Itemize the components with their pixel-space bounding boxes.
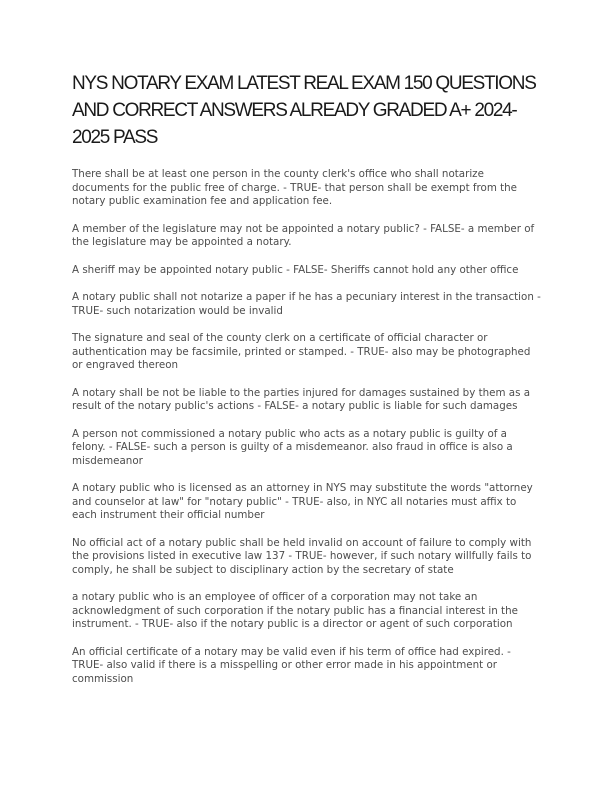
paragraph: A sheriff may be appointed notary public - FALSE- Sheriffs cannot hold any other office <box>72 263 519 276</box>
document-title: NYS NOTARY EXAM LATEST REAL EXAM 150 QUESTIONS AND CORRECT ANSWERS ALREADY GRADED A+ 2024-2025 PASS <box>72 73 536 148</box>
paragraph: The signature and seal of the county clerk on a certificate of official character or authentication may be facsimile, printed or stamped. - TRUE- also may be photographed or engraved thereon <box>72 332 531 371</box>
paragraph: A notary shall be not be liable to the parties injured for damages sustained by them as a result of the notary public's actions - FALSE- a notary public is liable for such damages <box>72 386 531 412</box>
paragraph: There shall be at least one person in the county clerk's office who shall notarize documents for the public free of charge. - TRUE- that person shall be exempt from the notary public examination fee and application fee. <box>72 168 518 207</box>
paragraph: A person not commissioned a notary public who acts as a notary public is guilty of a felony. - FALSE- such a person is guilty of a misdemeanor. also fraud in office is also a misdemeanor <box>72 427 513 467</box>
paragraph: a notary public who is an employee of officer of a corporation may not take an acknowledgment of such corporation if the notary public has a financial interest in the instrument. - TRUE- also if the notary public is a director or agent of such corporation <box>72 591 518 630</box>
document-body <box>72 168 542 700</box>
paragraph: A notary public shall not notarize a paper if he has a pecuniary interest in the transaction - TRUE- such notarization would be invalid <box>72 291 541 317</box>
paragraph: No official act of a notary public shall be held invalid on account of failure to comply with the provisions listed in executive law 137 - TRUE- however, if such notary willfully fails to comply, he shall be subject to disciplinary action by the secretary of state <box>72 536 532 576</box>
paragraph: A notary public who is licensed as an attorney in NYS may substitute the words "attorney and counselor at law" for "notary public" - TRUE- also, in NYC all notaries must affix to each instrument their official number <box>72 482 533 521</box>
paragraph: A member of the legislature may not be appointed a notary public? - FALSE- a member of the legislature may be appointed a notary. <box>72 222 535 248</box>
paragraph: An official certificate of a notary may be valid even if his term of office had expired. - TRUE- also valid if there is a misspelling or other error made in his appointment or commission <box>72 645 511 685</box>
